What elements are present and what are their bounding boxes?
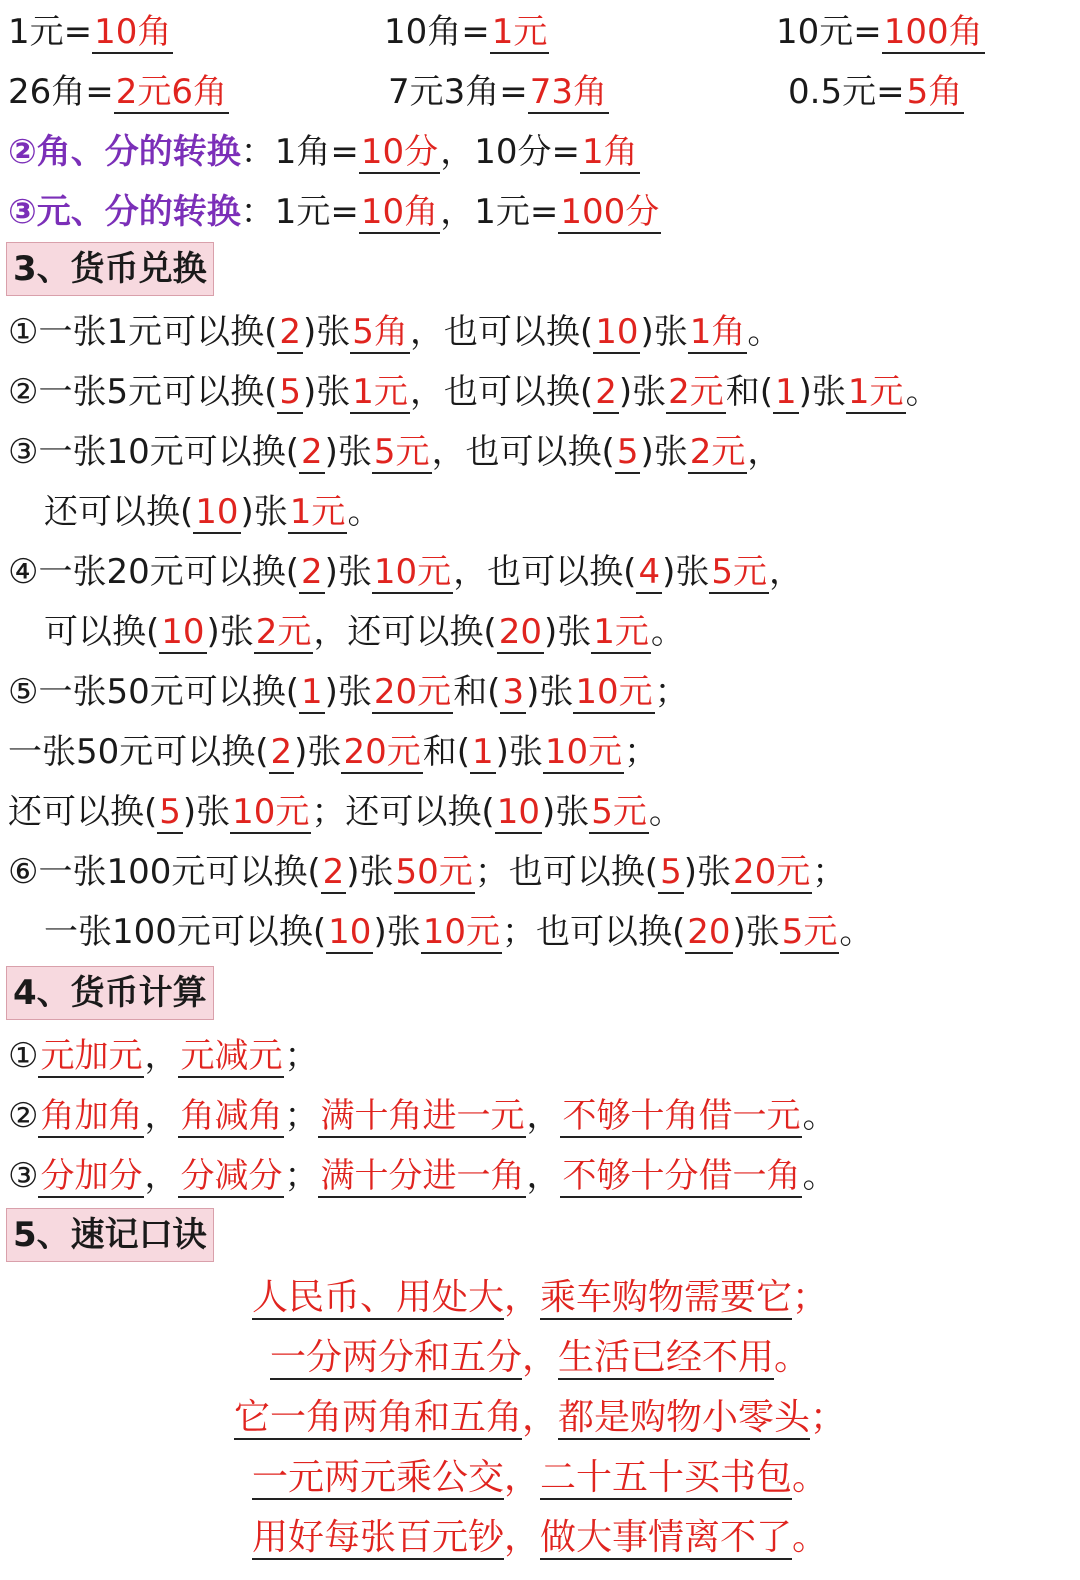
rule-phrase: 分减分: [180, 1156, 283, 1196]
item-text: )张: [346, 852, 394, 892]
item-text: ，也可以换(: [453, 552, 637, 592]
answer-blank: 10元: [544, 732, 623, 772]
answer-blank: 1: [301, 672, 323, 712]
item-text: )张: [798, 372, 846, 412]
item-text: )张: [294, 732, 342, 772]
item-text: 。: [347, 492, 382, 532]
answer-blank: 10: [161, 612, 205, 652]
item-text: )张: [373, 912, 421, 952]
punctuation: ，: [503, 1457, 540, 1498]
mnemonic-phrase: 一元两元乘公交: [251, 1457, 504, 1498]
item-text: 和(: [422, 732, 470, 772]
answer-blank: 100分: [560, 192, 660, 232]
jiao-fen-conversion: ②角、分的转换：1角=10分，10分=1角: [8, 132, 638, 172]
answer-blank: 5元: [711, 552, 767, 592]
mnemonic-phrase: 它一角两角和五角: [233, 1397, 522, 1438]
rule-phrase: 满十角进一元: [320, 1096, 525, 1136]
item-text: ；: [624, 732, 659, 772]
item-text: )张: [543, 612, 592, 652]
item-text: )张: [206, 612, 254, 652]
answer-blank: 5: [279, 372, 302, 412]
conversion-item: 26角=2元6角: [8, 72, 228, 112]
answer-blank: 5角: [352, 312, 408, 352]
item-text: ；: [812, 852, 847, 892]
answer-blank: 10: [496, 792, 540, 832]
item-text: 。: [905, 372, 940, 412]
item-text: )张: [662, 552, 710, 592]
yuan-fen-conversion: ③元、分的转换：1元=10角，1元=100分: [8, 192, 660, 232]
answer-blank: 10角: [360, 192, 439, 232]
punctuation: ，: [521, 1337, 558, 1378]
jiao-fen-label: ②角、分的转换: [8, 132, 241, 172]
answer-blank: 10: [195, 492, 239, 532]
mnemonic-phrase: 做大事情离不了: [540, 1517, 793, 1558]
punctuation: ；: [810, 1397, 847, 1438]
answer-blank: 2元6角: [115, 72, 228, 112]
answer-blank: 5角: [906, 72, 963, 112]
exchange-item: [44, 902, 1080, 962]
answer-blank: 2: [301, 552, 323, 592]
item-text: ，也可以换(: [409, 372, 594, 412]
item-text: 。: [839, 912, 874, 952]
exchange-item: [8, 722, 1080, 782]
conversion-row-2: [8, 62, 1080, 122]
rule-text: ②: [8, 1096, 39, 1136]
item-text: )张: [240, 492, 288, 532]
mnemonic-phrase: 乘车购物需要它: [540, 1277, 793, 1318]
answer-blank: 10: [595, 312, 639, 352]
item-text: ①一张1元可以换(: [8, 312, 278, 352]
item-text: ；也可以换(: [474, 852, 659, 892]
rule-text: ；: [284, 1096, 319, 1136]
exchange-item: [44, 482, 1080, 542]
punctuation: 。: [792, 1517, 829, 1558]
mnemonic-phrase: 生活已经不用: [558, 1337, 775, 1378]
item-text: )张: [303, 372, 351, 412]
conversion-item: 7元3角=73角: [388, 72, 608, 112]
mnemonic-line: [0, 1448, 1080, 1508]
answer-blank: 10元: [232, 792, 310, 832]
rule-text: ，: [144, 1036, 179, 1076]
item-text: ，还可以换(: [313, 612, 497, 652]
item-text: 还可以换(: [44, 492, 194, 532]
item-text: 。: [650, 612, 685, 652]
punctuation: ，: [521, 1397, 558, 1438]
answer-blank: 1元: [491, 12, 548, 52]
item-text: ，: [747, 432, 782, 472]
item-text: )张: [526, 672, 574, 712]
mnemonic-line: [0, 1508, 1080, 1568]
answer-blank: 20: [687, 912, 731, 952]
rule-phrase: 分加分: [40, 1156, 143, 1196]
answer-blank: 20元: [343, 732, 421, 772]
item-text: ，: [769, 552, 803, 592]
answer-blank: 10: [328, 912, 372, 952]
punctuation: ，: [503, 1277, 540, 1318]
item-text: ⑤一张50元可以换(: [8, 672, 300, 712]
item-text: )张: [324, 672, 372, 712]
rule-phrase: 元加元: [40, 1036, 143, 1076]
item-text: ；: [654, 672, 689, 712]
item-text: 和(: [453, 672, 501, 712]
mnemonic-phrase: 一分两分和五分: [269, 1337, 522, 1378]
calc-rule: [8, 1026, 1080, 1086]
item-text: 一张50元可以换(: [8, 732, 269, 772]
answer-blank: 2: [270, 732, 293, 772]
item-text: )张: [541, 792, 590, 832]
answer-blank: 1元: [352, 372, 408, 412]
calc-rule: [8, 1146, 1080, 1206]
answer-blank: 5元: [373, 432, 430, 472]
rule-phrase: 满十分进一角: [320, 1156, 525, 1196]
rule-text: ①: [8, 1036, 39, 1076]
exchange-item: [8, 422, 1080, 482]
item-text: )张: [618, 372, 667, 412]
calc-rule: [8, 1086, 1080, 1146]
item-text: )张: [324, 552, 372, 592]
exchange-item: [8, 842, 1080, 902]
section-3-heading: 3、货币兑换: [6, 242, 214, 296]
item-text: 还可以换(: [8, 792, 158, 832]
rule-phrase: 元减元: [180, 1036, 283, 1076]
answer-blank: 5元: [781, 912, 838, 952]
conversion-row-1: [8, 2, 1080, 62]
item-text: ，也可以换(: [409, 312, 594, 352]
answer-blank: 1: [471, 732, 494, 772]
item-text: )张: [732, 912, 780, 952]
item-text: ④一张20元可以换(: [8, 552, 300, 592]
answer-blank: 5元: [591, 792, 647, 832]
item-text: )张: [182, 792, 231, 832]
rule-text: ③: [8, 1156, 39, 1196]
answer-blank: 2: [595, 372, 617, 412]
answer-blank: 10角: [94, 12, 172, 52]
mnemonic-line: [0, 1328, 1080, 1388]
answer-blank: 2元: [668, 372, 724, 412]
answer-blank: 5: [159, 792, 181, 832]
answer-blank: 1元: [289, 492, 346, 532]
answer-blank: 4: [638, 552, 661, 592]
answer-blank: 1元: [847, 372, 904, 412]
punctuation: ；: [792, 1277, 829, 1318]
conversion-item: 10角=1元: [384, 12, 548, 52]
item-text: )张: [640, 312, 688, 352]
punctuation: 。: [774, 1337, 811, 1378]
answer-blank: 50元: [395, 852, 473, 892]
item-text: ；还可以换(: [311, 792, 495, 832]
mnemonic-line: [0, 1388, 1080, 1448]
rule-text: ；: [284, 1036, 319, 1076]
item-text: )张: [683, 852, 731, 892]
punctuation: 。: [792, 1457, 829, 1498]
mnemonic-phrase: 二十五十买书包: [540, 1457, 793, 1498]
answer-blank: 2元: [255, 612, 312, 652]
exchange-item: [44, 602, 1080, 662]
conversion-item: 1元=10角: [8, 12, 172, 52]
answer-blank: 1角: [581, 132, 638, 172]
item-text: ②一张5元可以换(: [8, 372, 278, 412]
conversion-item: 10元=100角: [776, 12, 983, 52]
answer-blank: 1: [775, 372, 797, 412]
item-text: )张: [324, 432, 372, 472]
answer-blank: 10元: [373, 552, 452, 592]
item-text: ，也可以换(: [431, 432, 615, 472]
section-4-heading: 4、货币计算: [6, 966, 214, 1020]
exchange-item: [8, 362, 1080, 422]
yuan-fen-label: ③元、分的转换: [8, 192, 241, 232]
item-text: 和(: [725, 372, 774, 412]
rule-phrase: 不够十角借一元: [562, 1096, 801, 1136]
answer-blank: 73角: [529, 72, 608, 112]
exchange-item: [8, 542, 1080, 602]
exchange-item: [8, 302, 1080, 362]
answer-blank: 2: [322, 852, 345, 892]
answer-blank: 2: [301, 432, 323, 472]
item-text: 一张100元可以换(: [44, 912, 327, 952]
exchange-item: [8, 662, 1080, 722]
answer-blank: 3: [502, 672, 525, 712]
item-text: 。: [747, 312, 782, 352]
item-text: 可以换(: [44, 612, 160, 652]
answer-blank: 10元: [422, 912, 500, 952]
rule-phrase: 角加角: [40, 1096, 143, 1136]
item-text: 。: [648, 792, 683, 832]
conversion-item: 0.5元=5角: [788, 72, 963, 112]
mnemonic-phrase: 都是购物小零头: [558, 1397, 811, 1438]
answer-blank: 20: [498, 612, 542, 652]
exchange-item: [8, 782, 1080, 842]
answer-blank: 100角: [883, 12, 983, 52]
rule-text: ，: [144, 1096, 179, 1136]
answer-blank: 5: [616, 432, 639, 472]
rule-text: 。: [802, 1156, 837, 1196]
answer-blank: 1角: [689, 312, 746, 352]
answer-blank: 1元: [593, 612, 649, 652]
item-text: )张: [495, 732, 543, 772]
answer-blank: 10分: [360, 132, 439, 172]
rule-text: ；: [284, 1156, 319, 1196]
answer-blank: 20元: [373, 672, 452, 712]
mnemonic-phrase: 人民币、用处大: [251, 1277, 504, 1318]
rule-text: ，: [144, 1156, 179, 1196]
answer-blank: 20元: [732, 852, 811, 892]
section-5-heading: 5、速记口诀: [6, 1208, 214, 1262]
item-text: )张: [303, 312, 351, 352]
rule-phrase: 不够十分借一角: [562, 1156, 801, 1196]
item-text: ⑥一张100元可以换(: [8, 852, 321, 892]
rule-phrase: 角减角: [180, 1096, 283, 1136]
rule-text: ，: [526, 1156, 561, 1196]
answer-blank: 2: [279, 312, 302, 352]
answer-blank: 10元: [575, 672, 653, 712]
rule-text: 。: [802, 1096, 837, 1136]
answer-blank: 5: [660, 852, 682, 892]
item-text: )张: [640, 432, 688, 472]
mnemonic-phrase: 用好每张百元钞: [251, 1517, 504, 1558]
item-text: ；也可以换(: [501, 912, 686, 952]
answer-blank: 2元: [689, 432, 746, 472]
punctuation: ，: [503, 1517, 540, 1558]
item-text: ③一张10元可以换(: [8, 432, 300, 472]
mnemonic-line: [0, 1268, 1080, 1328]
rule-text: ，: [526, 1096, 561, 1136]
